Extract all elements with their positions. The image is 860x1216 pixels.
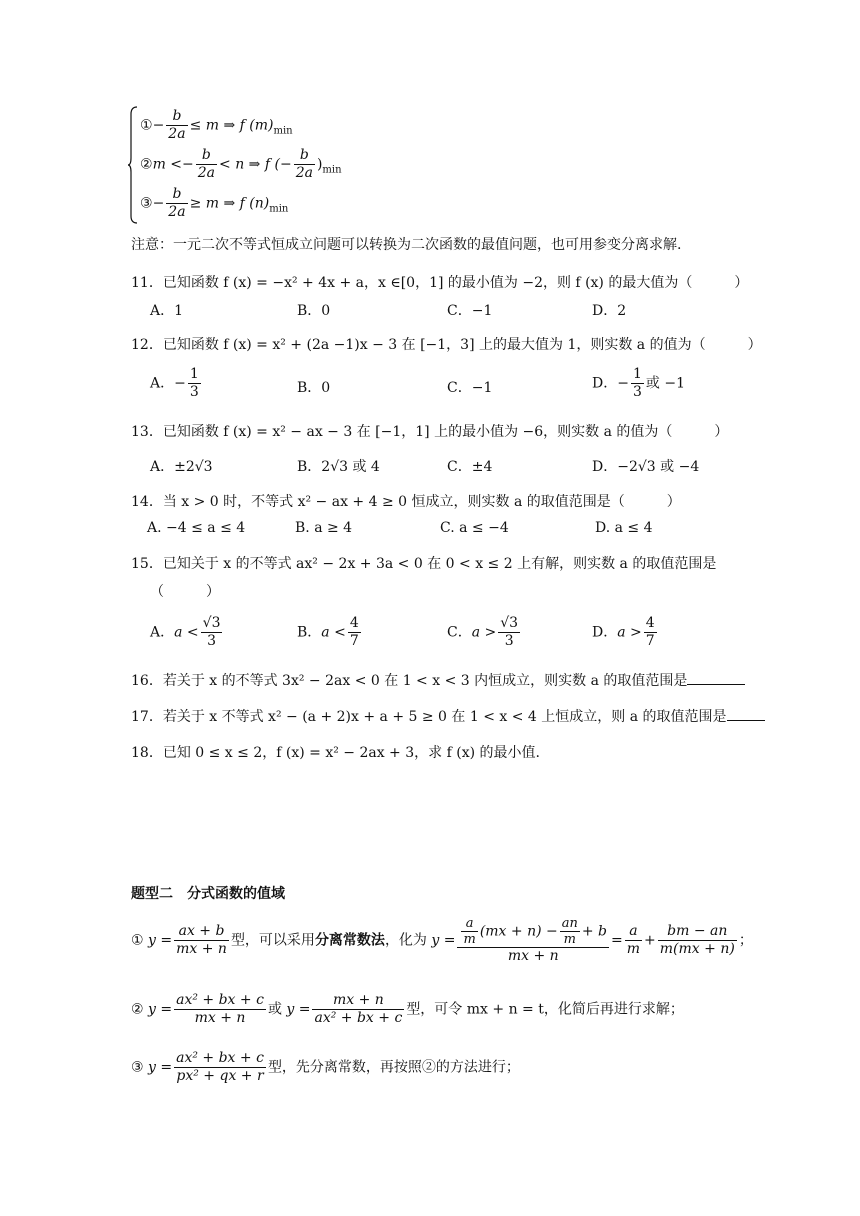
q11-option-c[interactable]: C．−1 [447, 303, 493, 319]
q12-option-d[interactable]: D．− $\frac{1}{3}$ 或 −1 [592, 366, 685, 400]
question-17: 17．若关于 x 不等式 x² − (a + 2)x + a + 5 ≥ 0 在 1 < x < 4 上恒成立，则 a 的取值范围是 [131, 706, 765, 726]
q14-option-a[interactable]: A. −4 ≤ a ≤ 4 [147, 520, 246, 536]
q14-option-d[interactable]: D. a ≤ 4 [595, 520, 653, 536]
q13-option-b[interactable]: B．2√3 或 4 [297, 459, 380, 475]
q12-option-c[interactable]: C．−1 [447, 380, 493, 396]
rule-1: ① y = $\frac{ax + b}{mx + n}$ 型，可以采用分离常数法，化为 y = $\frac{a}{m}$ (mx + n) − $\frac{an}{m}$ + b mx + n = $\frac{a}{m}$ + $\frac{bm - an}{m(mx + n)}$ ； [131, 916, 753, 964]
q12-option-a[interactable]: A．− $\frac{1}{3}$ [150, 366, 199, 400]
question-15: 15．已知关于 x 的不等式 ax² − 2x + 3a < 0 在 0 < x ≤ 2 上有解，则实数 a 的取值范围是 [131, 556, 717, 572]
fraction: $\frac{b}{2a}$ [168, 108, 186, 142]
q13-option-c[interactable]: C．±4 [447, 459, 493, 475]
question-14: 14．当 x > 0 时，不等式 x² − ax + 4 ≥ 0 恒成立，则实数 a 的取值范围是（ ） [131, 494, 681, 510]
question-13: 13．已知函数 f (x) = x² − ax − 3 在 [−1，1] 上的最小值为 −6，则实数 a 的值为（ ） [131, 424, 729, 440]
question-16: 16．若关于 x 的不等式 3x² − 2ax < 0 在 1 < x < 3 内恒成立，则实数 a 的取值范围是 [131, 670, 745, 690]
question-18: 18．已知 0 ≤ x ≤ 2，f (x) = x² − 2ax + 3，求 f (x) 的最小值. [131, 745, 540, 761]
q15-option-a[interactable]: A．a < $\frac{√3}{3}$ [150, 615, 221, 649]
case-1: ①− $\frac{b}{2a}$ ≤ m ⇒ f $(m)_{min}$ [140, 108, 293, 142]
q14-option-c[interactable]: C. a ≤ −4 [440, 520, 509, 536]
question-11: 11．已知函数 f (x) = −x² + 4x + a，x ∈[0，1] 的最小值为 −2，则 f (x) 的最大值为（ ） [131, 275, 749, 291]
rule-3: ③ y = $\frac{\text{ax² + bx + c}}{\text{px² + qx + r}}$ 型，先分离常数，再按照②的方法进行； [131, 1050, 520, 1084]
answer-blank[interactable] [727, 719, 765, 721]
rule-2: ② y = $\frac{\text{ax² + bx + c}}{mx + n}$ 或 y = $\frac{mx + n}{\text{ax² + bx + c}}$ 型，可令 mx + n = t，化简后再进行求解； [131, 992, 684, 1026]
question-12: 12．已知函数 f (x) = x² + (2a −1)x − 3 在 [−1，3] 上的最大值为 1，则实数 a 的值为（ ） [131, 337, 762, 353]
note-text: 注意：一元二次不等式恒成立问题可以转换为二次函数的最值问题，也可用参变分离求解. [131, 237, 682, 253]
q14-option-b[interactable]: B. a ≥ 4 [295, 520, 353, 536]
q15-option-b[interactable]: B．a < $\frac{4}{7}$ [297, 615, 359, 649]
case-2: ②m <− $\frac{b}{2a}$ < n ⇒ f (− $\frac{b}{2a}$ )$_{min}$ [140, 147, 342, 181]
case-mark: ① [140, 117, 153, 134]
cases-brace [127, 106, 139, 224]
q13-option-d[interactable]: D．−2√3 或 −4 [592, 459, 700, 475]
case-3: ③− $\frac{b}{2a}$ ≥ m ⇒ f $(n)_{min}$ [140, 186, 289, 220]
section-title: 题型二 分式函数的值域 [131, 886, 285, 902]
q11-option-b[interactable]: B．0 [297, 303, 331, 319]
q15-paren: （ ） [150, 584, 220, 600]
answer-blank[interactable] [687, 683, 745, 685]
q11-option-d[interactable]: D．2 [592, 303, 627, 319]
q12-option-b[interactable]: B．0 [297, 380, 331, 396]
q11-option-a[interactable]: A．1 [150, 303, 184, 319]
q15-option-d[interactable]: D．a > $\frac{4}{7}$ [592, 615, 655, 649]
q15-option-c[interactable]: C．a > $\frac{√3}{3}$ [447, 615, 519, 649]
q13-option-a[interactable]: A．±2√3 [150, 459, 213, 475]
method-name: 分离常数法 [314, 932, 385, 949]
